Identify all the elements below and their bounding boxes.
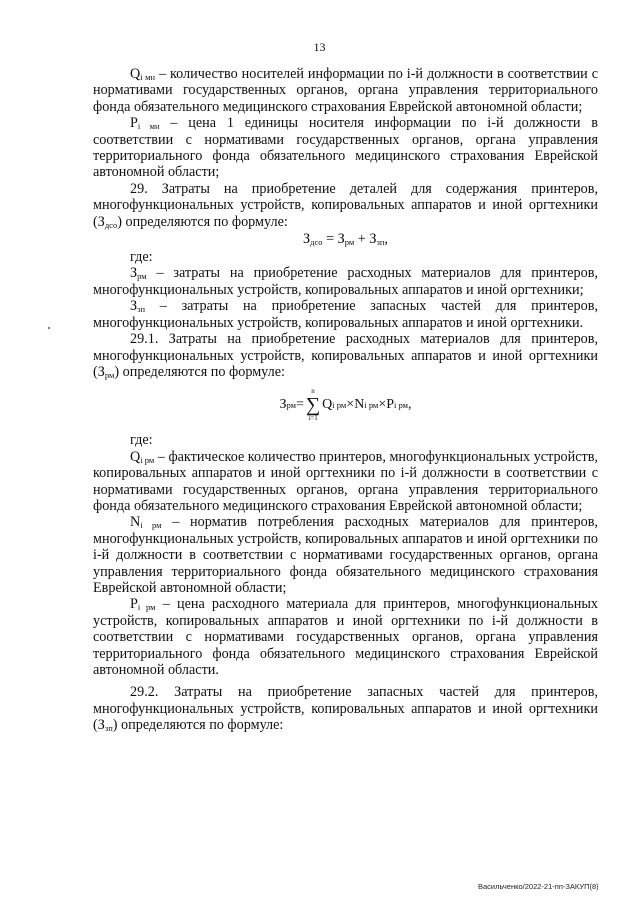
clause-text: 29.1. Затраты на приобретение расходных материалов для принтеров, многофункциональных устройств, копировальных аппаратов и иной оргтехники (З <box>93 331 598 380</box>
definition-z-rm <box>93 265 598 298</box>
document-body <box>93 66 598 734</box>
clause-subscript: зп <box>104 723 113 734</box>
formula-zdso <box>93 230 598 249</box>
clause-subscript: рм <box>104 369 115 380</box>
formula-lhs-subscript: дсо <box>310 237 323 248</box>
clause-text-end: ) определяются по формуле: <box>117 213 288 230</box>
formula-term-1: З <box>337 231 345 248</box>
factor-p: P <box>386 397 395 413</box>
sum-upper-limit: n <box>311 387 315 396</box>
symbol: Q <box>130 448 141 465</box>
formula-lhs: З <box>303 231 311 248</box>
symbol: P <box>130 596 138 613</box>
clause-text-end: ) определяются по формуле: <box>114 363 285 380</box>
scan-speck <box>48 327 50 329</box>
definition-text: – цена расходного материала для принтеров, многофункциональных устройств, копировальных аппаратов и иной оргтехники по i-й должности в соответствии с нормативами государственных органов, органа управления территориального фонда обязательного медицинского страхования Еврейской автономной области. <box>93 596 598 678</box>
definition-q-rm <box>93 449 598 515</box>
formula-equals: = <box>296 397 304 413</box>
symbol: З <box>130 265 138 282</box>
sum-lower-limit: i=1 <box>308 414 318 423</box>
definition-text: – норматив потребления расходных материалов для принтеров, многофункциональных устройств, копировальных аппаратов и иной оргтехники по i-й должности в соответствии с нормативами государственных органов, органа управления территориального фонда обязательного медицинского страхования Еврейской автономной области; <box>93 514 598 596</box>
clause-29 <box>93 181 598 230</box>
definition-text: – затраты на приобретение запасных частей для принтеров, многофункциональных устройств, копировальных аппаратов и иной оргтехники. <box>93 298 598 331</box>
symbol: Q <box>130 66 141 82</box>
symbol-subscript: i рм <box>137 602 156 613</box>
symbol-subscript: i рм <box>140 520 162 531</box>
symbol: З <box>130 298 138 315</box>
formula-end: , <box>408 397 412 413</box>
formula-plus: + <box>354 231 370 248</box>
factor-q: Q <box>322 397 333 413</box>
times-sign: × <box>346 397 355 413</box>
symbol: P <box>130 115 138 132</box>
page-number: 13 <box>313 40 326 54</box>
symbol-subscript: i мн <box>137 121 160 132</box>
formula-term-1-subscript: рм <box>344 237 355 248</box>
summation-sign <box>306 388 320 422</box>
factor-n: N <box>354 397 365 413</box>
clause-29-2 <box>93 684 598 733</box>
clause-text: 29. Затраты на приобретение деталей для содержания принтеров, многофункциональных устройств, копировальных аппаратов и иной оргтехники (З <box>93 180 598 230</box>
formula-term-2: З <box>369 231 377 248</box>
formula-lhs: З <box>279 397 287 413</box>
sigma-symbol: ∑ <box>305 394 321 417</box>
clause-29-1 <box>93 331 598 380</box>
where-label: где: <box>130 432 153 449</box>
definition-p-rm <box>93 596 598 678</box>
definition-p-mn <box>93 115 598 181</box>
formula-equals: = <box>322 231 338 248</box>
symbol: N <box>130 514 141 531</box>
clause-text-end: ) определяются по формуле: <box>112 717 284 734</box>
clause-subscript: дсо <box>104 219 118 230</box>
definition-z-zp <box>93 298 598 331</box>
clause-text: 29.2. Затраты на приобретение запасных частей для принтеров, многофункциональных устройств, копировальных аппаратов и иной оргтехники (З <box>93 684 598 734</box>
symbol-subscript: i рм <box>140 454 155 465</box>
symbol-subscript: i мн <box>140 72 156 82</box>
symbol-subscript: рм <box>137 271 147 282</box>
symbol-subscript: зп <box>137 304 146 315</box>
document-footer-code: Васильченко/2022-21-пп-ЗАКУП(8) <box>478 882 599 891</box>
definition-q-mn <box>93 66 598 115</box>
definition-text: – затраты на приобретение расходных материалов для принтеров, многофункциональных устройств, копировальных аппаратов и иной оргтехники; <box>93 265 598 298</box>
definition-text: – цена 1 единицы носителя информации по i-й должности в соответствии с нормативами государственных органов, органа управления территориального фонда обязательного медицинского страхования Еврейской автономной области; <box>93 115 598 181</box>
where-label: где: <box>130 249 153 266</box>
formula-end: , <box>384 231 388 248</box>
definition-text: – фактическое количество принтеров, многофункциональных устройств, копировальных аппаратов и иной оргтехники по i-й должности в соответствии с нормативами государственных органов, органа управления территориального фонда обязательного медицинского страхования Еврейской автономной области; <box>93 448 598 514</box>
definition-text: – количество носителей информации по i-й должности в соответствии с нормативами государственных органов, органа управления территориального фонда обязательного медицинского страхования Еврейской автономной области; <box>93 66 598 115</box>
formula-zrm: З рм = n ∑ i=1 Q i рм × N i рм × P i рм , <box>279 387 412 423</box>
formula-term-2-subscript: зп <box>376 237 385 248</box>
times-sign: × <box>378 397 387 413</box>
definition-n-rm <box>93 514 598 596</box>
